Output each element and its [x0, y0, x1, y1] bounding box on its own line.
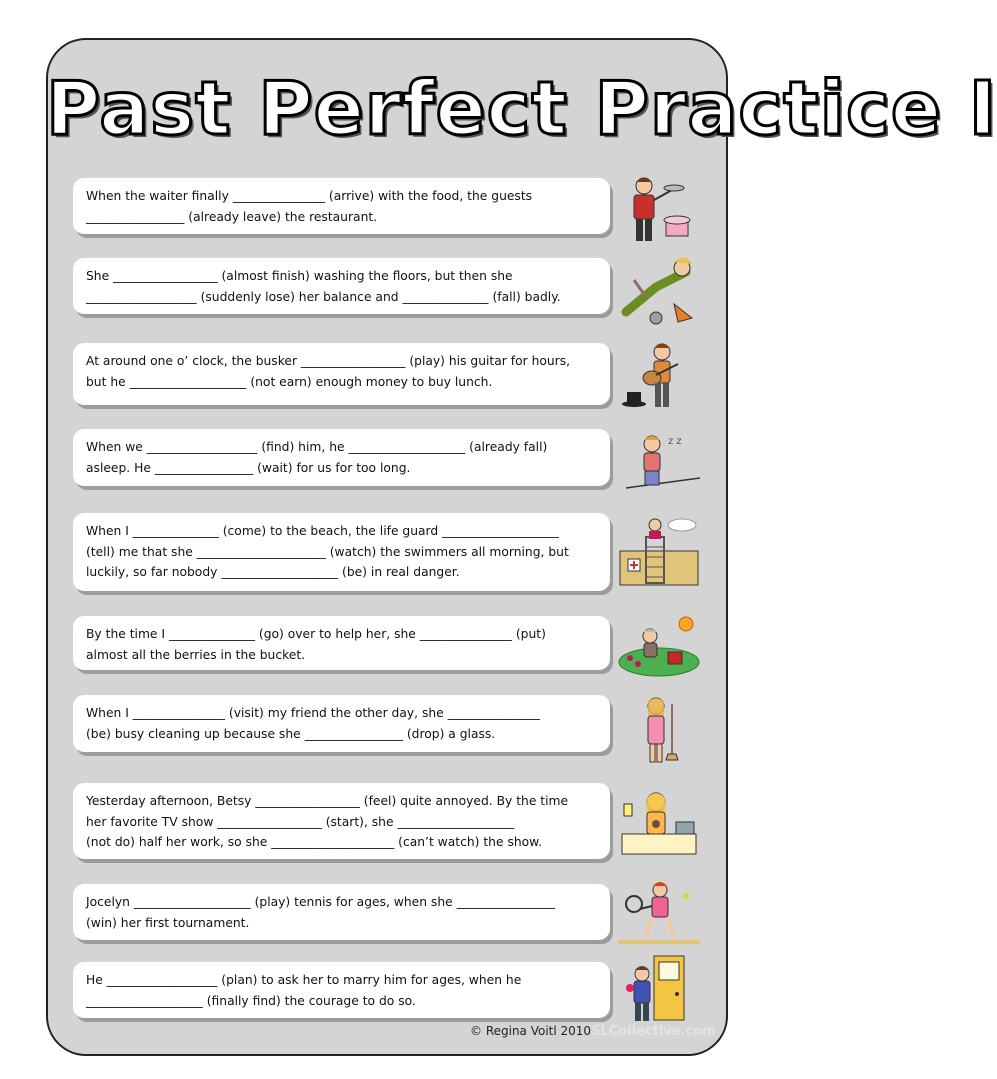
exercise-item-5: [73, 513, 610, 591]
exercise-item-2: [73, 258, 610, 314]
exercise-line: Jocelyn ___________________ (play) tennis for ages, when she ________________: [86, 895, 555, 909]
exercise-line: At around one o’ clock, the busker _________________ (play) his guitar for hours,: [86, 354, 571, 368]
exercise-item-1: [73, 178, 610, 234]
lifeguard-illustration: [616, 515, 702, 587]
exercise-line: He __________________ (plan) to ask her to marry him for ages, when he: [86, 973, 522, 987]
sleeping-person-illustration: [616, 428, 702, 496]
svg-text:z z: z z: [668, 436, 682, 447]
exercise-item-7: [73, 695, 610, 752]
exercise-line: almost all the berries in the bucket.: [86, 647, 306, 662]
exercise-line: luckily, so far nobody ___________________ (be) in real danger.: [86, 565, 460, 579]
exercise-item-8: [73, 783, 610, 859]
cleaning-woman-illustration: [616, 694, 702, 766]
waiter-illustration: [616, 172, 702, 244]
exercise-line: her favorite TV show _________________ (start), she ___________________: [86, 814, 515, 829]
exercise-line: (not do) half her work, so she ____________________ (can’t watch) the show.: [86, 835, 543, 849]
berry-picking-illustration: [616, 612, 702, 678]
exercise-item-6: [73, 616, 610, 670]
exercise-item-3: [73, 343, 610, 405]
exercise-line: (be) busy cleaning up because she ________________ (drop) a glass.: [86, 726, 496, 741]
busker-illustration: [616, 340, 702, 412]
exercise-item-4: [73, 429, 610, 486]
copyright-credit: [470, 1024, 720, 1039]
exercise-line: When I ______________ (come) to the beach, the life guard ___________________: [86, 524, 559, 538]
author-credit: © Regina Voitl 2010: [470, 1024, 592, 1038]
exercise-line: but he ___________________ (not earn) enough money to buy lunch.: [86, 374, 493, 389]
exercise-line: ________________ (already leave) the restaurant.: [86, 209, 378, 224]
exercise-line: __________________ (suddenly lose) her balance and ______________ (fall) badly.: [86, 289, 561, 304]
exercise-item-10: [73, 962, 610, 1018]
annoyed-girl-illustration: [616, 784, 702, 858]
exercise-line: ___________________ (finally find) the courage to do so.: [86, 993, 416, 1008]
site-watermark: SLCollective.com: [591, 1024, 716, 1039]
exercise-line: When we __________________ (find) him, he ___________________ (already fall): [86, 440, 548, 454]
exercise-line: Yesterday afternoon, Betsy _________________ (feel) quite annoyed. By the time: [86, 794, 569, 808]
exercise-line: asleep. He ________________ (wait) for us for too long.: [86, 460, 411, 475]
exercise-item-9: [73, 884, 610, 940]
tennis-girl-illustration: [616, 876, 702, 946]
exercise-line: By the time I ______________ (go) over to help her, she _______________ (put): [86, 627, 546, 641]
exercise-line: (tell) me that she _____________________ (watch) the swimmers all morning, but: [86, 544, 569, 559]
page-title: Past Perfect Practice I: [46, 66, 997, 152]
exercise-line: (win) her first tournament.: [86, 915, 250, 930]
proposal-illustration: [616, 954, 702, 1026]
exercise-line: When I _______________ (visit) my friend the other day, she _______________: [86, 706, 540, 720]
exercise-line: When the waiter finally _______________ (arrive) with the food, the guests: [86, 189, 533, 203]
exercise-line: She _________________ (almost finish) washing the floors, but then she: [86, 269, 513, 283]
falling-woman-illustration: [616, 252, 702, 328]
